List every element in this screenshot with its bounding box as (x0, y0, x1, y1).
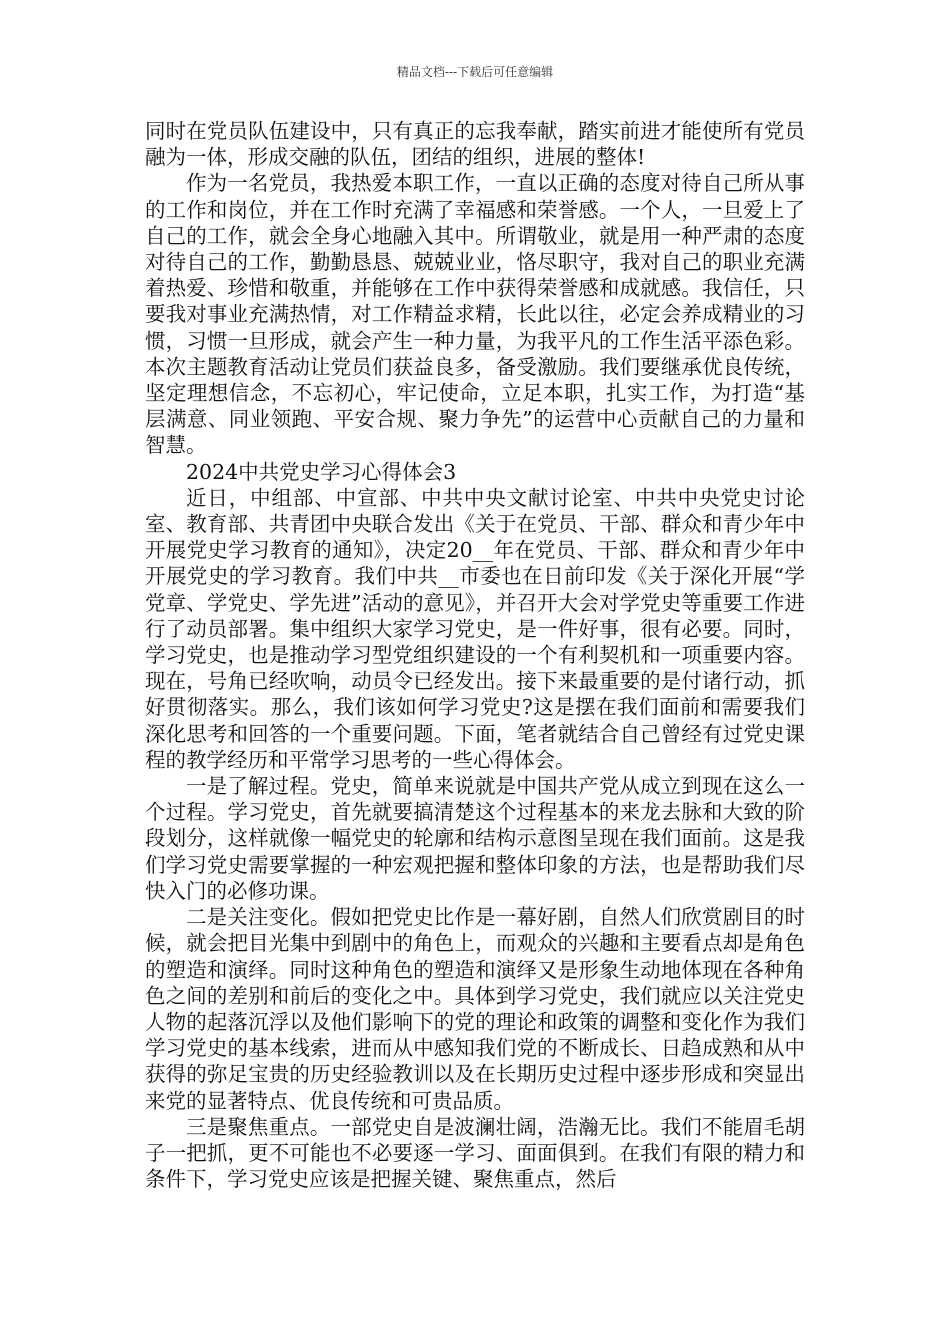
document-body (145, 118, 805, 1192)
paragraph-continuation: 同时在党员队伍建设中，只有真正的忘我奉献，踏实前进才能使所有党员融为一体，形成交融的队伍，团结的组织，进展的整体! (145, 119, 805, 170)
paragraph: 三是聚焦重点。一部党史自是波澜壮阔，浩瀚无比。我们不能眉毛胡子一把抓，更不可能也不必要逐一学习、面面俱到。在我们有限的精力和条件下，学习党史应该是把握关键、聚焦重点，然后 (145, 1114, 805, 1192)
page-header: 精品文档---下载后可任意编辑 (396, 65, 554, 79)
paragraph: 作为一名党员，我热爱本职工作，一直以正确的态度对待自己所从事的工作和岗位，并在工作时充满了幸福感和荣誉感。一个人，一旦爱上了自己的工作，就会全身心地融入其中。所谓敬业，就是用一种严肃的态度对待自己的工作，勤勤恳恳、兢兢业业，恪尽职守，我对自己的职业充满着热爱、珍惜和敬重，并能够在工作中获得荣誉感和成就感。我信任，只要我对事业充满热情，对工作精益求精，长此以往，必定会养成精业的习惯，习惯一旦形成，就会产生一种力量，为我平凡的工作生活平添色彩。本次主题教育活动让党员们获益良多，备受激励。我们要继承优良传统，坚定理想信念，不忘初心，牢记使命，立足本职，扎实工作，为打造“基层满意、同业领跑、平安合规、聚力争先”的运营中心贡献自己的力量和智慧。 (145, 171, 805, 458)
paragraph: 近日，中组部、中宣部、中共中央文献讨论室、中共中央党史讨论室、教育部、共青团中央联合发出《关于在党员、干部、群众和青少年中开展党史学习教育的通知》，决定20__年在党员、干部、群众和青少年中开展党史的学习教育。我们中共__市委也在日前印发《关于深化开展“学党章、学党史、学先进”活动的意见》，并召开大会对学党史等重要工作进行了动员部署。集中组织大家学习党史，是一件好事，很有必要。同时，学习党史，也是推动学习型党组织建设的一个有利契机和一项重要内容。现在，号角已经吹响，动员令已经发出。接下来最重要的是付诸行动，抓好贯彻落实。那么，我们该如何学习党史?这是摆在我们面前和需要我们深化思考和回答的一个重要问题。下面，笔者就结合自己曾经有过党史课程的教学经历和平常学习思考的一些心得体会。 (145, 485, 805, 772)
paragraph: 一是了解过程。党史，简单来说就是中国共产党从成立到现在这么一个过程。学习党史，首先就要搞清楚这个过程基本的来龙去脉和大致的阶段划分，这样就像一幅党史的轮廓和结构示意图呈现在我们面前。这是我们学习党史需要掌握的一种宏观把握和整体印象的方法，也是帮助我们尽快入门的必修功课。 (145, 774, 805, 903)
section-heading: 2024中共党史学习心得体会3 (186, 459, 457, 484)
paragraph: 二是关注变化。假如把党史比作是一幕好剧，自然人们欣赏剧目的时候，就会把目光集中到剧中的角色上，而观众的兴趣和主要看点却是角色的塑造和演绎。同时这种角色的塑造和演绎又是形象生动地体现在各种角色之间的差别和前后的变化之中。具体到学习党史，我们就应以关注党史人物的起落沉浮以及他们影响下的党的理论和政策的调整和变化作为我们学习党史的基本线索，进而从中感知我们党的不断成长、日趋成熟和从中获得的弥足宝贵的历史经验教训以及在长期历史过程中逐步形成和突显出来党的显著特点、优良传统和可贵品质。 (145, 905, 805, 1113)
